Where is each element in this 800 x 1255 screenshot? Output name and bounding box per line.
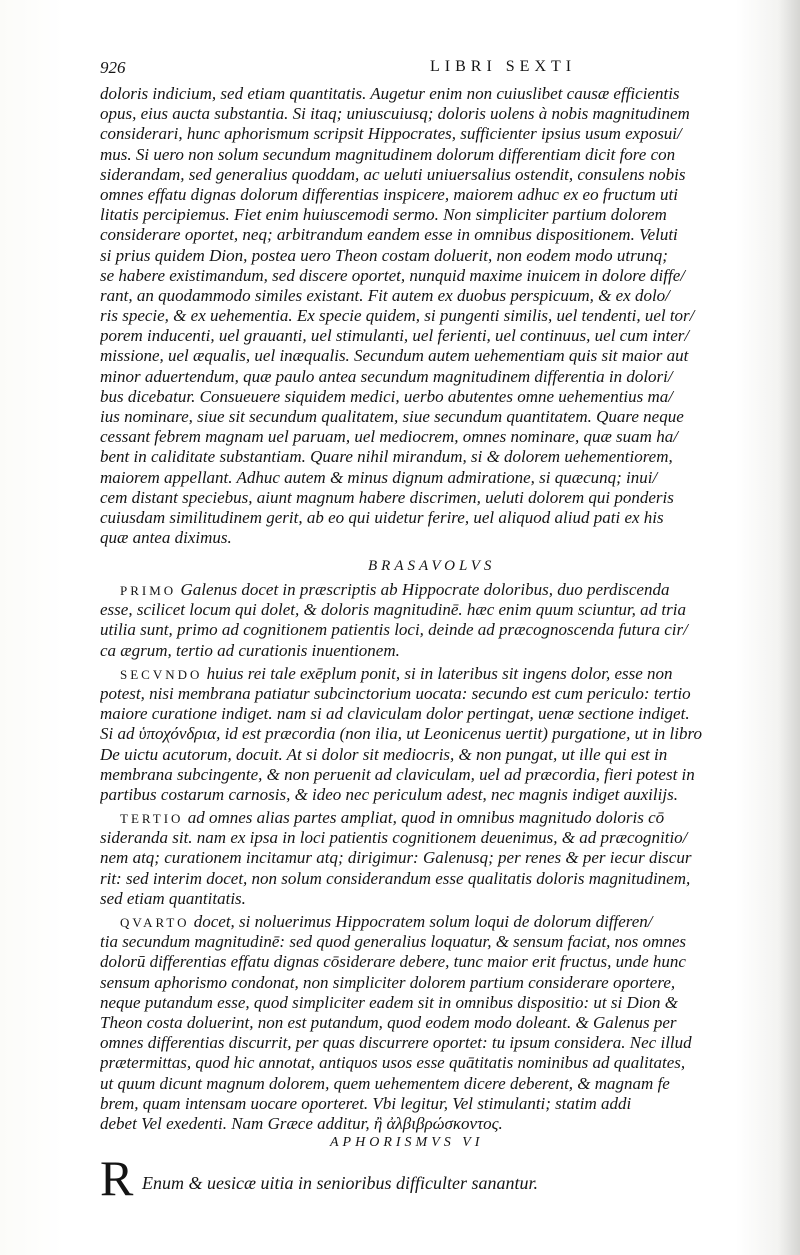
page-header (100, 58, 790, 86)
aphorism-text: Enum & uesicæ uitia in senioribus difficulter sanantur. (142, 1173, 538, 1193)
commentary-paragraph (100, 664, 785, 805)
commentary-line: sensum aphorismo condonat, non simpliciter dolorem partium considerare oportere, (100, 972, 676, 992)
commentary-line: brem, quam intensam uocare oporteret. Vbi legitur, Vel stimulanti; statim addi (100, 1093, 632, 1113)
text-line: ris specie, & ex uehementia. Ex specie quidem, si pungenti similis, uel tendenti, uel tor/ (100, 306, 695, 326)
running-head: LIBRI SEXTI (430, 58, 577, 75)
commentary-paragraph (100, 912, 785, 1134)
line-text: ad omnes alias partes ampliat, quod in omnibus magnitudo doloris cō (187, 808, 665, 828)
text-line: se habere existimandum, sed discere oportet, nunquid maxime inuicem in dolore diffe/ (100, 265, 685, 285)
line-text: docet, si noluerimus Hippocratem solum loqui de dolorum differen/ (193, 912, 653, 931)
commentary-line: esse, scilicet locum qui dolet, & doloris magnitudinē. hæc enim quum sciuntur, ad tria (100, 600, 686, 620)
page-number: 926 (100, 58, 126, 77)
commentary-line: Theon costa doluerint, non est putandum, quod eodem modo doleant. & Galenus per (100, 1012, 677, 1032)
paragraph-lead: SECVNDO (120, 666, 203, 682)
commentary-line: Si ad ὑποχόνδρια, id est præcordia (non ilia, ut Leonicenus uertit) purgatione, ut in libro (100, 724, 702, 744)
text-line: doloris indicium, sed etiam quantitatis. Augetur enim non cuiuslibet causæ efficientis (100, 84, 680, 103)
text-line: omnes effatu dignas dolorum differentias inspicere, maiorem adhuc ex eo fructum uti (100, 184, 678, 204)
commentary-line: rit: sed interim docet, non solum considerandum esse qualitatis doloris magnitudinem, (100, 868, 691, 888)
paragraph-lead: QVARTO (120, 915, 190, 930)
text-line: considerare oportet, neq; arbitrandum eandem esse in omnibus dispositionem. Veluti (100, 225, 678, 245)
paragraph-lead: PRIMO (120, 583, 177, 598)
commentary-line: De uictu acutorum, docuit. At si dolor sit mediocris, & non pungat, ut ille qui est in (100, 744, 668, 764)
commentary-line: prætermittas, quod hic annotat, antiquos usos esse quātitatis nominibus ad qualitates, (100, 1053, 686, 1073)
text-line: considerari, hunc aphorismum scripsit Hippocrates, sufficienter ipsius usum exposui/ (100, 124, 682, 144)
commentary-title: BRASAVOLVS (368, 558, 496, 574)
text-line: maiorem appellant. Adhuc autem & minus dignum admiratione, si quæcunq; inui/ (100, 467, 658, 487)
commentary-line: utilia sunt, primo ad cognitionem patientis loci, deinde ad præcognoscenda futura cir/ (100, 620, 688, 640)
commentary-paragraph (100, 580, 785, 661)
commentary-line: omnes differentias discurrit, per quas discurrere oportet: tu ipsum considera. Nec illud (100, 1033, 692, 1053)
commentary-line: potest, nisi membrana patiatur subcinctorium uocata: secundo est cum periculo: tertio (100, 683, 691, 703)
text-line: litatis percipiemus. Fiet enim huiuscemodi sermo. Non simpliciter partium dolorem (100, 205, 667, 225)
text-line: cuiusdam similitudinem gerit, ab eo qui uidetur ferire, uel aliquod aliud pati ex his (100, 507, 664, 527)
text-line: rant, an quodammodo similes existant. Fit autem ex duobus perspicuum, & ex dolo/ (100, 285, 670, 305)
text-line: opus, eius aucta substantia. Si itaq; uniuscuiusq; doloris uolens à nobis magnitudinem (100, 104, 690, 124)
text-line: si prius quidem Dion, postea uero Theon costam doluerit, non eodem modo utrunq; (100, 245, 668, 265)
commentary-line: tia secundum magnitudinē: sed quod generalius loquatur, & sensum faciat, nos omnes (100, 932, 686, 952)
main-text (100, 84, 785, 548)
commentary-line: dolorū differentias effatu dignas cōsiderare debere, tunc maior erit fructus, unde hunc (100, 952, 686, 972)
aphorism-title: APHORISMVS VI (330, 1135, 484, 1150)
text-line: missione, uel æqualis, uel inæqualis. Secundum autem uehementiam quis sit maior aut (100, 346, 689, 366)
commentary-line: neque putandum esse, quod simpliciter eadem sit in omnibus dispositio: ut si Dion & (100, 992, 678, 1012)
text-line: cessant febrem magnam uel paruam, uel mediocrem, omnes nominare, quæ suam ha/ (100, 427, 678, 447)
text-line: porem inducenti, uel grauanti, uel stimulanti, uel ferienti, uel continuus, uel cum inter/ (100, 326, 690, 346)
commentary-line: sideranda sit. nam ex ipsa in loci patientis cognitionem deuenimus, & ad præcognitio/ (100, 828, 688, 848)
commentary (100, 580, 785, 1137)
commentary-paragraph (100, 808, 785, 909)
line-text: huius rei tale exēplum ponit, si in lateribus sit ingens dolor, esse non (206, 663, 673, 683)
commentary-line (100, 912, 785, 932)
commentary-line (100, 664, 785, 684)
line-text: Galenus docet in præscriptis ab Hippocrate doloribus, duo perdiscenda (180, 580, 670, 599)
paragraph-lead: TERTIO (120, 811, 184, 827)
text-line: bus dicebatur. Consueuere siquidem medici, uerbo abutentes omne uehementius ma/ (100, 386, 674, 406)
commentary-line: ut quum dicunt magnum dolorem, quem uehementem dicere deberent, & magnam fe (100, 1073, 670, 1093)
commentary-line: membrana subcingente, & non peruenit ad claviculam, uel ad præcordia, fieri potest in (100, 764, 695, 784)
drop-cap: R (100, 1150, 134, 1206)
commentary-line: debet Vel exedenti. Nam Græce additur, ἢ ἀλβιβρώσκοντος. (100, 1113, 503, 1133)
text-line: minor aduertendum, quæ paulo antea secundum magnitudinem differentia in dolori/ (100, 366, 673, 386)
commentary-line (100, 808, 785, 828)
text-line: quæ antea diximus. (100, 528, 232, 548)
aphorism (100, 1150, 790, 1206)
commentary-line: partibus costarum carnosis, & ideo nec periculum adest, nec magnis indiget auxilijs. (100, 784, 678, 804)
text-line: ius nominare, siue sit secundum qualitatem, siue secundum quantitatem. Quare neque (100, 407, 684, 426)
text-line: mus. Si uero non solum secundum magnitudinem dolorum differentiam dicit fore con (100, 144, 676, 164)
text-line: siderandam, sed generalius quoddam, ac ueluti uniuersalius ostendit, consulens nobis (100, 164, 686, 184)
commentary-line: nem atq; curationem incitamur atq; dirigimur: Galenusq; per renes & per iecur discur (100, 848, 692, 868)
commentary-line: ca ægrum, tertio ad curationis inuentionem. (100, 640, 400, 660)
text-line: bent in caliditate substantiam. Quare nihil mirandum, si & dolorem uehementiorem, (100, 447, 673, 467)
commentary-line (100, 580, 785, 600)
commentary-line: sed etiam quantitatis. (100, 888, 246, 908)
commentary-line: maiore curatione indiget. nam si ad claviculam dolor pertingat, uenæ sectione indiget. (100, 704, 690, 724)
text-line: cem distant speciebus, aiunt magnum habere discrimen, ueluti dolorem qui ponderis (100, 487, 674, 507)
